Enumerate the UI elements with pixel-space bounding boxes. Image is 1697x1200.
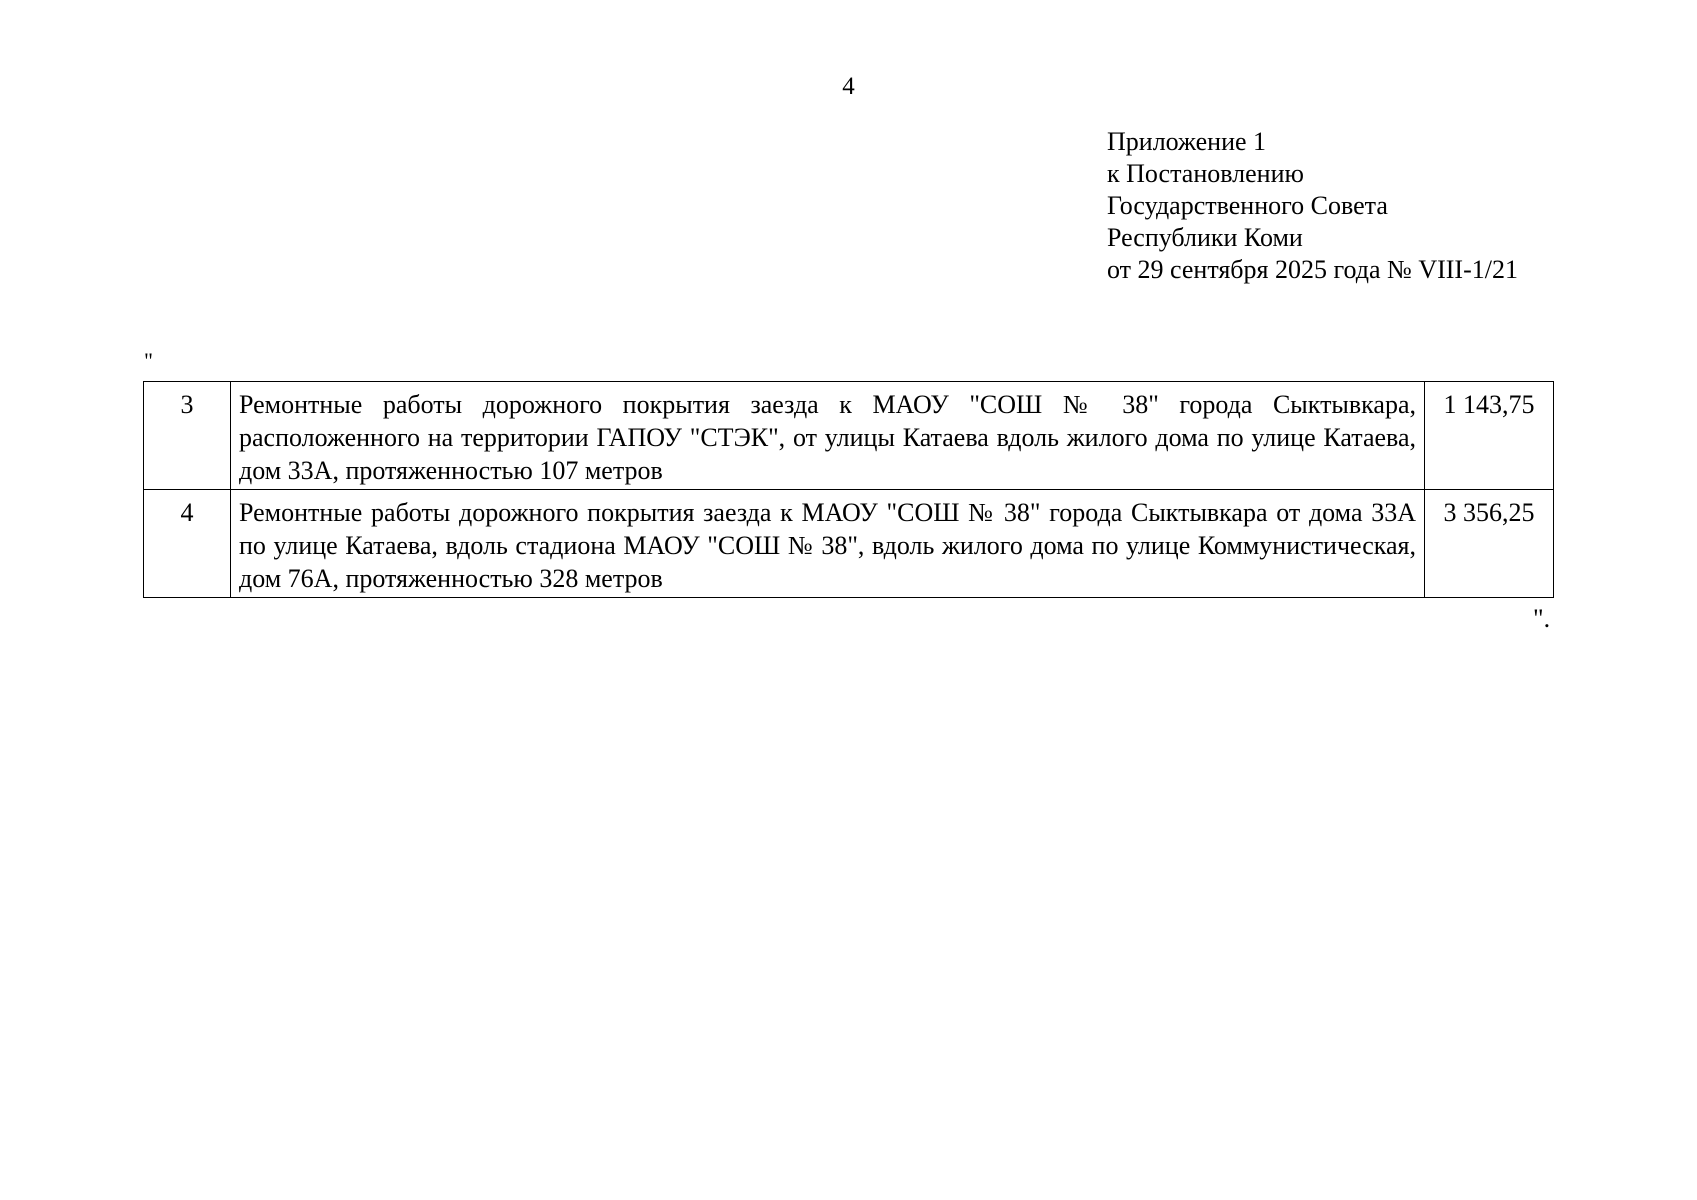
closing-quote-mark: ". — [1533, 604, 1551, 633]
row-amount: 1 143,75 — [1425, 382, 1554, 490]
appendix-line-council: Государственного Совета — [1107, 191, 1388, 220]
page-number: 4 — [842, 73, 855, 100]
appendix-line-title: Приложение 1 — [1107, 127, 1267, 156]
appendix-line-resolution: к Постановлению — [1107, 159, 1304, 188]
objects-table — [143, 381, 1554, 598]
appendix-line-date: от 29 сентября 2025 года № VIII-1/21 — [1107, 255, 1518, 284]
table-row — [144, 490, 1554, 598]
table-row — [144, 382, 1554, 490]
row-number: 3 — [144, 382, 231, 490]
row-number: 4 — [144, 490, 231, 598]
row-amount: 3 356,25 — [1425, 490, 1554, 598]
appendix-header — [1107, 126, 1518, 286]
row-description: Ремонтные работы дорожного покрытия заезда к МАОУ "СОШ № 38" города Сыктывкара, расположенного на территории ГАПОУ "СТЭК", от улицы Катаева вдоль жилого дома по улице Катаева, дом 33А, протяженностью 107 метров — [231, 382, 1425, 490]
row-description: Ремонтные работы дорожного покрытия заезда к МАОУ "СОШ № 38" города Сыктывкара от дома 33А по улице Катаева, вдоль стадиона МАОУ "СОШ № 38", вдоль жилого дома по улице Коммунистическая, дом 76А, протяженностью 328 метров — [231, 490, 1425, 598]
appendix-line-republic: Республики Коми — [1107, 223, 1303, 252]
opening-quote-mark: " — [144, 348, 153, 373]
